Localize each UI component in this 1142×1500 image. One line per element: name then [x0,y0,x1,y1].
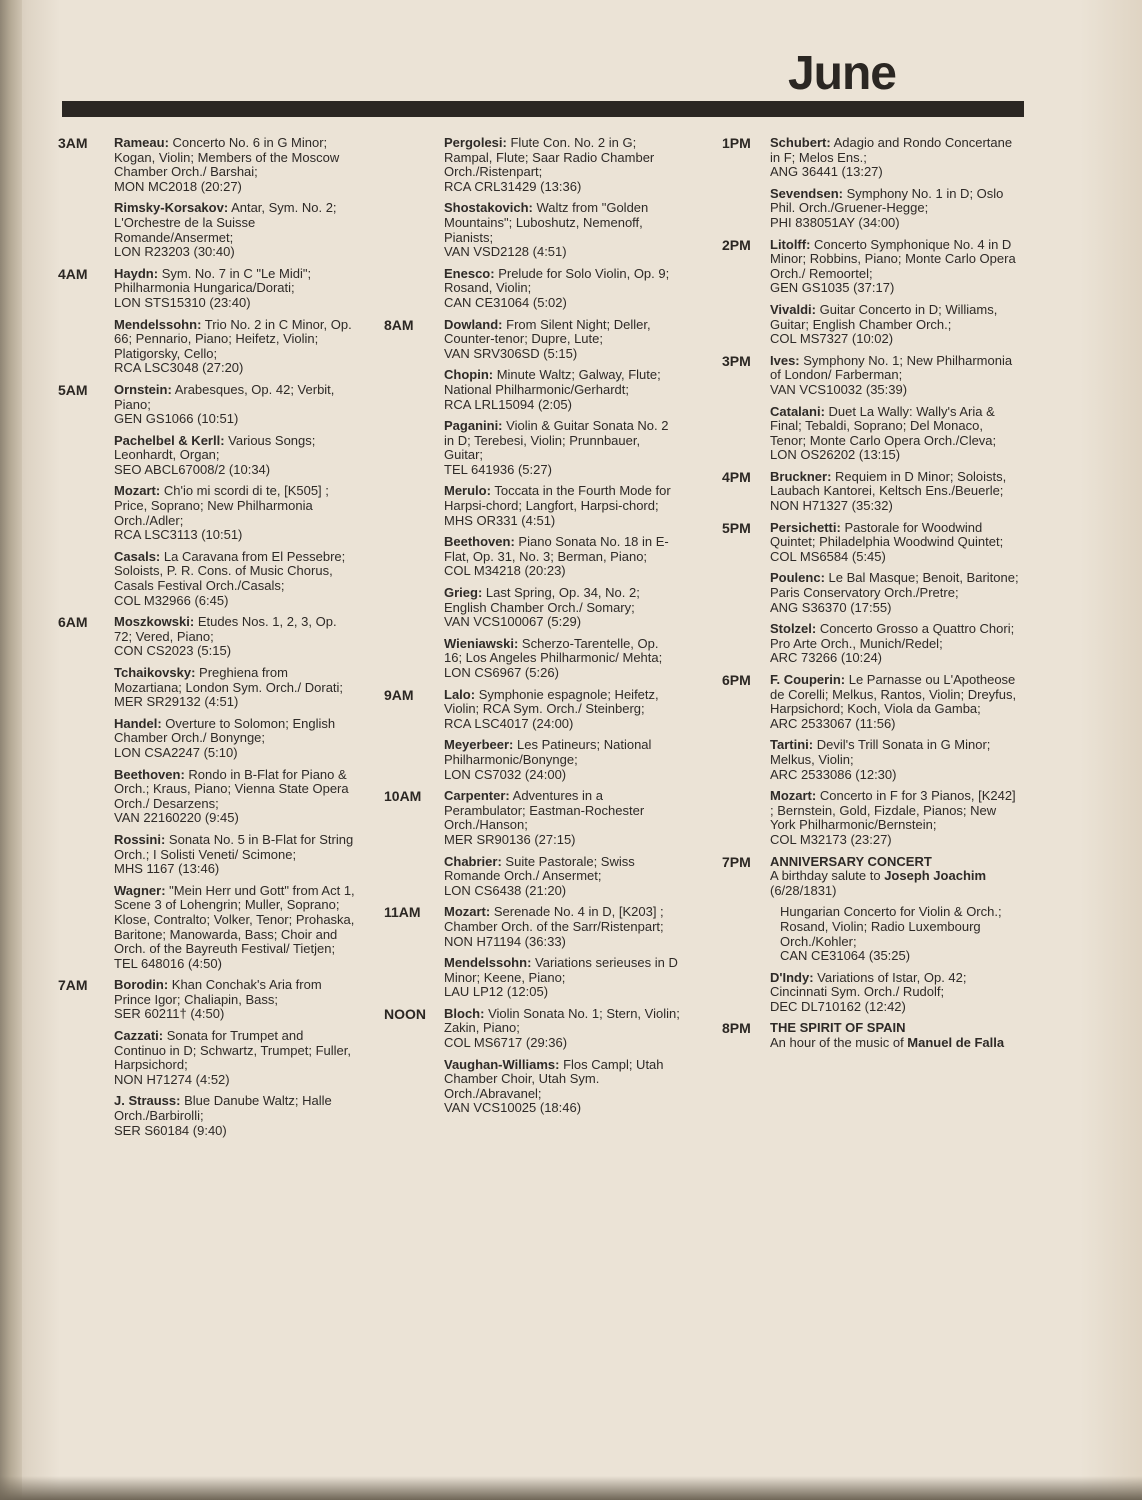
record-label: VAN 22160220 (9:45) [114,810,239,826]
program-description: Les Patineurs; National Philharmonic/Bonynge; [444,737,652,767]
program-description: From Silent Night; Deller, Counter-tenor; Dupre, Lute; [444,316,651,347]
composer-name: Grieg: [444,585,483,601]
composer-name: Pergolesi: [444,135,507,150]
program-entry [770,187,1022,231]
time-slot-entries [770,136,1022,238]
composer-name: D'Indy: [770,969,814,985]
program-description: Minute Waltz; Galway, Flute; National Philharmonic/Gerhardt; [444,367,661,397]
program-entry [444,688,680,732]
composer-name: Vivaldi: [770,301,817,317]
composer-name: Handel: [114,715,162,731]
special-program-title: THE SPIRIT OF SPAIN [770,1020,906,1036]
program-entry [444,1007,680,1051]
program-description: Antar, Sym. No. 2; L'Orchestre de la Suisse Romande/Ansermet; [114,200,337,245]
record-label: ARC 2533086 (12:30) [770,766,897,782]
program-entry [114,768,358,826]
record-label: GEN GS1035 (37:17) [770,280,895,296]
program-description: Etudes Nos. 1, 2, 3, Op. 72; Vered, Piano; [114,614,337,644]
time-slot-entries [444,688,680,790]
record-label: COL MS7327 (10:02) [770,331,894,347]
composer-name: Schubert: [770,135,831,150]
schedule-column-3 [722,136,1022,1058]
program-description: Ch'io mi scordi di te, [K505] ; Price, Soprano; New Philharmonia Orch./Adler; [114,483,329,528]
program-description: La Caravana from El Pessebre; Soloists, P. R. Cons. of Music Chorus, Casals Festival Orch./Casals; [114,548,346,594]
time-slot [722,136,1022,238]
program-entry [444,637,680,681]
program-entry [114,884,358,972]
program-description: Violin & Guitar Sonata No. 2 in D; Terebesi, Violin; Prunnbauer, Guitar; [444,418,669,463]
time-slot [58,136,358,267]
time-label: 5AM [58,381,88,398]
composer-name: Persichetti: [770,519,841,535]
time-slot [384,688,680,790]
record-label: PHI 838051AY (34:00) [770,214,900,230]
featured-person: Manuel de Falla [907,1035,1005,1051]
program-description: Hungarian Concerto for Violin & Orch.; Rosand, Violin; Radio Luxembourg Orch./Kohler; [780,904,1002,949]
program-entry [444,1058,680,1116]
program-description: Various Songs; Leonhardt, Organ; [114,432,316,463]
time-label: 4PM [722,468,751,485]
composer-name: Paganini: [444,418,503,434]
record-label: LON CS6438 (21:20) [444,882,567,898]
record-label: TEL 641936 (5:27) [444,461,552,477]
composer-name: Mozart: [770,788,817,804]
time-slot [722,354,1022,470]
composer-name: Carpenter: [444,788,510,804]
composer-name: Rimsky-Korsakov: [114,200,229,216]
time-slot-entries [114,383,358,615]
header-rule [62,101,1024,117]
time-slot [722,673,1022,855]
program-entry [444,586,680,630]
time-label: NOON [384,1005,426,1022]
composer-name: Vaughan-Williams: [444,1056,560,1072]
program-entry [114,434,358,478]
program-entry [114,615,358,659]
time-slot [384,136,680,318]
record-label: VAN VSD2128 (4:51) [444,244,567,260]
time-label: 7AM [58,977,88,994]
special-program-date: (6/28/1831) [770,882,837,898]
record-label: MHS OR331 (4:51) [444,512,556,528]
composer-name: J. Strauss: [114,1093,181,1109]
time-label: 7PM [722,853,751,870]
record-label: LAU LP12 (12:05) [444,984,549,1000]
time-slot-entries [444,318,680,688]
program-entry [444,201,680,259]
record-label: GEN GS1066 (10:51) [114,411,239,427]
time-slot-entries [444,136,680,318]
program-description: Concerto No. 6 in G Minor; Kogan, Violin; Members of the Moscow Chamber Orch./ Barshai; [114,135,340,180]
composer-name: Mozart: [114,483,161,499]
composer-name: Mozart: [444,904,491,920]
program-description: Sonata No. 5 in B-Flat for String Orch.; I Solisti Veneti/ Scimone; [114,831,354,862]
time-label: 5PM [722,519,751,536]
program-description: Preghiena from Mozartiana; London Sym. Orch./ Dorati; [114,665,344,695]
record-label: VAN VCS10025 (18:46) [444,1100,582,1116]
program-entry [770,622,1022,666]
schedule-column-1 [58,136,358,1145]
program-entry [770,521,1022,565]
program-entry [770,971,1022,1015]
composer-name: Litolff: [770,236,811,252]
program-description: Pastorale for Woodwind Quintet; Philadelphia Woodwind Quintet; [770,519,1004,550]
composer-name: Merulo: [444,483,491,499]
program-entry [114,717,358,761]
time-slot-entries [444,905,680,1007]
composer-name: F. Couperin: [770,672,846,687]
record-label: RCA LSC3048 (27:20) [114,360,244,376]
composer-name: Rameau: [114,135,169,150]
record-label: COL MS6717 (29:36) [444,1035,568,1051]
record-label: LON CSA2247 (5:10) [114,744,238,760]
time-label: 9AM [384,686,414,703]
featured-person: Joseph Joachim [884,868,987,884]
program-description: Adagio and Rondo Concertane in F; Melos Ens.; [770,135,1013,165]
special-program-title: ANNIVERSARY CONCERT [770,853,932,869]
time-slot-entries [444,789,680,905]
program-description: Waltz from "Golden Mountains"; Luboshutz, Nemenoff, Pianists; [444,200,649,245]
time-slot-entries [114,136,358,267]
time-label: 11AM [384,904,421,921]
record-label: CAN CE31064 (5:02) [444,294,567,310]
program-entry [114,136,358,194]
program-description: Khan Conchak's Aria from Prince Igor; Chaliapin, Bass; [114,977,322,1007]
composer-name: Rossini: [114,831,166,847]
time-slot [722,238,1022,354]
record-label: RCA CRL31429 (13:36) [444,178,582,194]
time-slot-entries [444,1007,680,1123]
program-description: Flute Con. No. 2 in G; Rampal, Flute; Saar Radio Chamber Orch./Ristenpart; [444,135,655,180]
composer-name: Haydn: [114,265,159,281]
program-description: Blue Danube Waltz; Halle Orch./Barbirolli; [114,1093,332,1124]
program-description: Arabesques, Op. 42; Verbit, Piano; [114,381,335,412]
program-description: Symphony No. 1; New Philharmonia of London/ Farberman; [770,352,1013,383]
composer-name: Bloch: [444,1005,485,1021]
record-label: NON H71327 (35:32) [770,498,893,514]
program-description: Le Parnasse ou L'Apotheose de Corelli; Melkus, Rantos, Violin; Dreyfus, Harpsichord; Koch, Viola da Gamba; [770,672,1017,717]
special-program-entries [770,1021,1022,1057]
record-label: COL M34218 (20:23) [444,563,566,579]
program-description: Variations of Istar, Op. 42; Cincinnati Sym. Orch./ Rudolf; [770,969,967,1000]
record-label: MHS 1167 (13:46) [114,861,220,877]
program-description: Toccata in the Fourth Mode for Harpsi-chord; Langfort, Harpsi-chord; [444,483,671,514]
record-label: LON STS15310 (23:40) [114,294,251,310]
composer-name: Moszkowski: [114,614,195,630]
composer-name: Tchaikovsky: [114,665,196,680]
program-entry [114,550,358,608]
time-slot-entries [770,354,1022,470]
program-entry [444,855,680,899]
time-label: 8AM [384,316,414,333]
time-slot [384,905,680,1007]
special-program-entries [770,855,1022,1022]
program-description: Variations serieuses in D Minor; Keene, Piano; [444,955,678,985]
composer-name: Stolzel: [770,621,817,637]
program-description: Le Bal Masque; Benoit, Baritone; Paris Conservatory Orch./Pretre; [770,570,1019,601]
record-label: RCA LSC3113 (10:51) [114,527,243,543]
time-label: 6PM [722,672,751,688]
composer-name: Chopin: [444,367,494,383]
special-program-header [770,855,1022,899]
special-program-intro: An hour of the music of [770,1035,908,1051]
record-label: COL MS6584 (5:45) [770,548,886,564]
record-label: LON CS6967 (5:26) [444,665,559,680]
special-program-header [770,1021,1022,1050]
time-slot [384,318,680,688]
record-label: SEO ABCL67008/2 (10:34) [114,461,271,477]
time-slot [722,470,1022,521]
record-label: LON CS7032 (24:00) [444,766,567,782]
program-description: Devil's Trill Sonata in G Minor; Melkus, Violin; [770,737,991,767]
composer-name: Mendelssohn: [114,316,202,332]
record-label: LON R23203 (30:40) [114,244,235,260]
program-description: Requiem in D Minor; Soloists, Laubach Kantorei, Keltsch Ens./Beuerle; [770,468,1007,499]
program-entry [114,383,358,427]
record-label: SER 60211† (4:50) [114,1006,225,1022]
time-slot [384,1007,680,1123]
record-label: NON H71274 (4:52) [114,1071,230,1087]
composer-name: Ornstein: [114,381,172,397]
record-label: SER S60184 (9:40) [114,1122,227,1138]
record-label: VAN VCS10032 (35:39) [770,381,908,397]
record-label: CON CS2023 (5:15) [114,643,232,659]
program-description: Flos Campl; Utah Chamber Choir, Utah Sym. Orch./Abravanel; [444,1056,664,1101]
time-label: 10AM [384,788,422,805]
program-entry [444,267,680,311]
time-label: 8PM [722,1020,751,1037]
program-description: Concerto in F for 3 Pianos, [K242] ; Bernstein, Gold, Fizdale, Pianos; New York Philharmonic/Bernstein; [770,788,1016,833]
record-label: ANG 36441 (13:27) [770,164,883,180]
time-slot-entries [114,615,358,978]
special-program-intro: A birthday salute to [770,868,885,884]
program-entry [444,368,680,412]
program-entry [114,1029,358,1087]
record-label: COL M32966 (6:45) [114,592,229,608]
time-slot [58,978,358,1145]
program-entry [770,571,1022,615]
program-entry [114,833,358,877]
program-description: "Mein Herr und Gott" from Act 1, Scene 3 of Lohengrin; Muller, Soprano; Klose, Contralto; Volker, Tenor; Prohaska, Baritone; Manowarda, Bass; Choir and Orch. of the Bayreuth Festival/ Tietjen; [114,882,355,957]
program-description: Concerto Symphonique No. 4 in D Minor; Robbins, Piano; Monte Carlo Opera Orch./ Remoortel; [770,236,1016,281]
program-entry [770,470,1022,514]
composer-name: Pachelbel & Kerll: [114,432,225,448]
program-entry [770,405,1022,463]
record-label: TEL 648016 (4:50) [114,955,222,971]
time-slot-entries [770,673,1022,855]
time-slot-entries [114,267,358,383]
composer-name: Mendelssohn: [444,955,532,971]
composer-name: Borodin: [114,977,169,993]
composer-name: Wagner: [114,882,166,898]
composer-name: Ives: [770,352,800,368]
program-entry [114,318,358,376]
program-entry [770,789,1022,847]
program-entry [770,673,1022,731]
time-slot-entries [770,521,1022,673]
program-description: Prelude for Solo Violin, Op. 9; Rosand, Violin; [444,265,670,296]
program-entry [770,738,1022,782]
time-slot-entries [770,238,1022,354]
program-entry [444,419,680,477]
special-program [722,855,1022,1022]
program-description: Serenade No. 4 in D, [K203] ; Chamber Orch. of the Sarr/Ristenpart; [444,904,664,934]
time-slot-entries [114,978,358,1145]
program-entry [770,238,1022,296]
composer-name: Catalani: [770,403,825,419]
composer-name: Cazzati: [114,1028,164,1044]
program-description: Overture to Solomon; English Chamber Orch./ Bonynge; [114,715,336,746]
composer-name: Shostakovich: [444,200,533,216]
time-label: 3PM [722,352,751,369]
time-label: 3AM [58,135,88,151]
schedule-column-2 [384,136,680,1123]
program-entry [114,666,358,710]
program-description: Guitar Concerto in D; Williams, Guitar; English Chamber Orch.; [770,301,998,332]
program-entry [770,136,1022,180]
program-entry [444,136,680,194]
program-entry [114,267,358,311]
program-description: Concerto Grosso a Quattro Chori; Pro Arte Orch., Munich/Redel; [770,621,1015,651]
program-entry [444,789,680,847]
program-entry [444,318,680,362]
record-label: MER SR90136 (27:15) [444,831,576,847]
program-entry [444,905,680,949]
time-label: 6AM [58,614,88,631]
program-description: Symphony No. 1 in D; Oslo Phil. Orch./Gruener-Hegge; [770,185,1004,216]
program-description: Piano Sonata No. 18 in E-Flat, Op. 31, No. 3; Berman, Piano; [444,534,669,564]
program-description: Symphonie espagnole; Heifetz, Violin; RCA Sym. Orch./ Steinberg; [444,686,659,717]
program-description: Trio No. 2 in C Minor, Op. 66; Pennario, Piano; Heifetz, Violin; Platigorsky, Cello; [114,316,352,361]
program-description: Rondo in B-Flat for Piano & Orch.; Kraus, Piano; Vienna State Opera Orch./ Desarzens; [114,766,349,811]
composer-name: Meyerbeer: [444,737,514,753]
time-label: 1PM [722,135,751,151]
program-entry [114,201,358,259]
time-slot [722,521,1022,673]
program-entry [444,484,680,528]
composer-name: Beethoven: [444,534,515,550]
program-entry [444,738,680,782]
composer-name: Sevendsen: [770,185,843,201]
time-slot [58,383,358,615]
record-label: ARC 73266 (10:24) [770,650,883,666]
record-label: RCA LRL15094 (2:05) [444,396,572,412]
page-title: June [787,47,896,100]
time-slot [384,789,680,905]
special-program [722,1021,1022,1057]
time-label: 2PM [722,236,751,253]
record-label: DEC DL710162 (12:42) [770,998,906,1014]
program-entry [114,1094,358,1138]
program-description: Duet La Wally: Wally's Aria & Final; Tebaldi, Soprano; Del Monaco, Tenor; Monte Carlo Opera Orch./Cleva; [770,403,997,448]
program-description: Scherzo-Tarentelle, Op. 16; Los Angeles Philharmonic/ Mehta; [444,635,663,666]
composer-name: Wieniawski: [444,635,519,651]
program-entry [770,354,1022,398]
program-entry [114,484,358,542]
record-label: ARC 2533067 (11:56) [770,715,896,731]
composer-name: Casals: [114,548,161,564]
record-label: MON MC2018 (20:27) [114,178,242,194]
program-description: Suite Pastorale; Swiss Romande Orch./ Ansermet; [444,853,635,884]
time-slot-entries [770,470,1022,521]
program-entry [770,303,1022,347]
composer-name: Chabrier: [444,853,502,869]
record-label: LON OS26202 (13:15) [770,447,901,463]
program-entry [770,905,1022,963]
composer-name: Enesco: [444,265,495,281]
composer-name: Poulenc: [770,570,825,586]
program-entry [114,978,358,1022]
composer-name: Lalo: [444,686,476,702]
page-bottom-shadow [0,1476,1142,1500]
program-entry [444,535,680,579]
time-label: 4AM [58,265,88,282]
record-label: NON H71194 (36:33) [444,933,566,949]
program-description: Adventures in a Perambulator; Eastman-Rochester Orch./Hanson; [444,788,645,833]
composer-name: Beethoven: [114,766,185,782]
composer-name: Tartini: [770,737,814,753]
record-label: VAN SRV306SD (5:15) [444,345,578,361]
composer-name: Bruckner: [770,468,832,484]
record-label: MER SR29132 (4:51) [114,694,239,710]
page-spine [0,0,22,1500]
record-label: COL M32173 (23:27) [770,831,892,847]
program-description: Last Spring, Op. 34, No. 2; English Chamber Orch./ Somary; [444,585,640,615]
program-description: Violin Sonata No. 1; Stern, Violin; Zakin, Piano; [444,1005,680,1036]
time-slot [58,615,358,978]
time-slot [58,267,358,383]
record-label: CAN CE31064 (35:25) [780,948,911,964]
record-label: RCA LSC4017 (24:00) [444,715,574,731]
program-description: Sym. No. 7 in C "Le Midi"; Philharmonia Hungarica/Dorati; [114,265,312,296]
composer-name: Dowland: [444,316,503,332]
record-label: ANG S36370 (17:55) [770,599,892,615]
record-label: VAN VCS100067 (5:29) [444,614,582,630]
program-entry [444,956,680,1000]
program-description: Sonata for Trumpet and Continuo in D; Schwartz, Trumpet; Fuller, Harpsichord; [114,1028,351,1073]
